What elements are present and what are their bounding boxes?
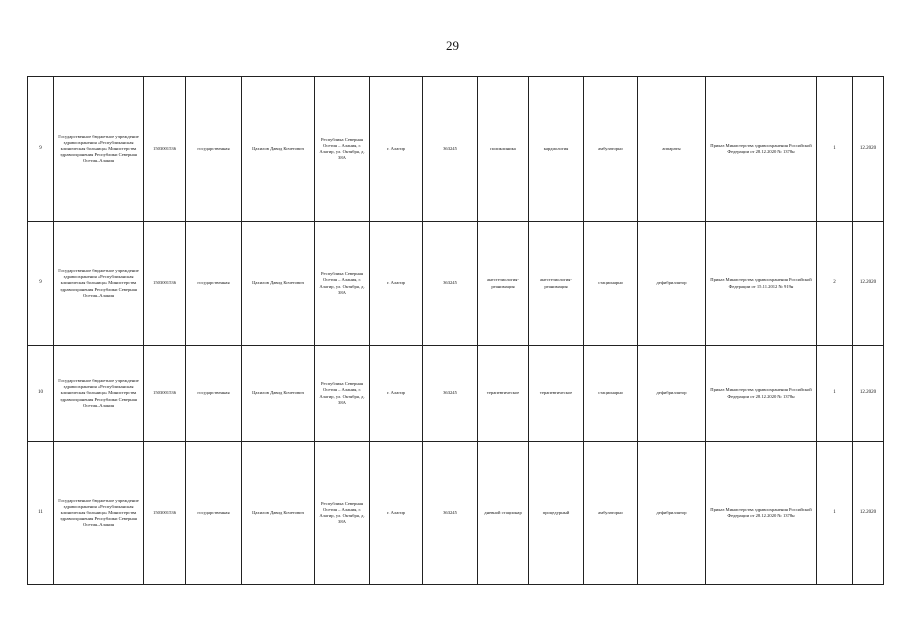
date: 12.2020	[853, 442, 884, 585]
care-mode: амбулаторно	[584, 442, 638, 585]
legal-basis: Приказ Министерства здравоохранения Российской Федерации от 28.12.2020 № 1378н	[706, 442, 817, 585]
medical-profile: кардиология	[529, 77, 584, 222]
date: 12.2020	[853, 77, 884, 222]
ownership-form: государственная	[186, 77, 242, 222]
head-name: Цахилов Давид Кочетович	[242, 222, 315, 346]
city: г. Алагир	[370, 346, 423, 442]
unit-type: поликлиника	[478, 77, 529, 222]
postal-code: 363245	[423, 222, 478, 346]
equipment: дефибриллятор	[638, 346, 706, 442]
address: Республика Северная Осетия – Алания, г. Алагир, ул. Октября, д. 38А	[315, 442, 370, 585]
org-code: 1503001536	[144, 77, 186, 222]
table-row	[28, 442, 884, 585]
quantity: 1	[817, 442, 853, 585]
equipment: аппараты	[638, 77, 706, 222]
head-name: Цахилов Давид Кочетович	[242, 77, 315, 222]
page-number: 29	[446, 38, 459, 53]
organization-name: Государственное бюджетное учреждение здравоохранения «Республиканская клиническая больница» Министерства здравоохранения Республики Северная Осетия–Алания	[54, 346, 144, 442]
head-name: Цахилов Давид Кочетович	[242, 346, 315, 442]
table-row	[28, 77, 884, 222]
postal-code: 363245	[423, 442, 478, 585]
unit-type: терапевтическое	[478, 346, 529, 442]
org-code: 1503001536	[144, 222, 186, 346]
city: г. Алагир	[370, 222, 423, 346]
table-row	[28, 222, 884, 346]
address: Республика Северная Осетия – Алания, г. Алагир, ул. Октября, д. 38А	[315, 346, 370, 442]
ownership-form: государственная	[186, 222, 242, 346]
organization-name: Государственное бюджетное учреждение здравоохранения «Республиканская клиническая больница» Министерства здравоохранения Республики Северная Осетия–Алания	[54, 442, 144, 585]
postal-code: 363245	[423, 346, 478, 442]
equipment: дефибриллятор	[638, 442, 706, 585]
organization-name: Государственное бюджетное учреждение здравоохранения «Республиканская клиническая больница» Министерства здравоохранения Республики Северная Осетия–Алания	[54, 222, 144, 346]
equipment: дефибриллятор	[638, 222, 706, 346]
city: г. Алагир	[370, 442, 423, 585]
care-mode: стационарно	[584, 222, 638, 346]
address: Республика Северная Осетия – Алания, г. Алагир, ул. Октября, д. 38А	[315, 77, 370, 222]
care-mode: стационарно	[584, 346, 638, 442]
table-row	[28, 346, 884, 442]
org-code: 1503001536	[144, 346, 186, 442]
ownership-form: государственная	[186, 442, 242, 585]
address: Республика Северная Осетия – Алания, г. Алагир, ул. Октября, д. 38А	[315, 222, 370, 346]
registry-table	[27, 76, 884, 585]
org-code: 1503001536	[144, 442, 186, 585]
quantity: 1	[817, 77, 853, 222]
head-name: Цахилов Давид Кочетович	[242, 442, 315, 585]
date: 12.2020	[853, 346, 884, 442]
quantity: 1	[817, 346, 853, 442]
row-index: 9	[28, 77, 54, 222]
row-index: 11	[28, 442, 54, 585]
medical-profile: анестезиология-реанимация	[529, 222, 584, 346]
date: 12.2020	[853, 222, 884, 346]
city: г. Алагир	[370, 77, 423, 222]
medical-profile: терапевтическое	[529, 346, 584, 442]
postal-code: 363245	[423, 77, 478, 222]
ownership-form: государственная	[186, 346, 242, 442]
medical-profile: процедурный	[529, 442, 584, 585]
quantity: 2	[817, 222, 853, 346]
row-index: 10	[28, 346, 54, 442]
legal-basis: Приказ Министерства здравоохранения Российской Федерации от 28.12.2020 № 1378н	[706, 77, 817, 222]
legal-basis: Приказ Министерства здравоохранения Российской Федерации от 28.12.2020 № 1378н	[706, 346, 817, 442]
unit-type: анестезиология-реанимация	[478, 222, 529, 346]
organization-name: Государственное бюджетное учреждение здравоохранения «Республиканская клиническая больница» Министерства здравоохранения Республики Северная Осетия–Алания	[54, 77, 144, 222]
row-index: 9	[28, 222, 54, 346]
care-mode: амбулаторно	[584, 77, 638, 222]
unit-type: дневной стационар	[478, 442, 529, 585]
legal-basis: Приказ Министерства здравоохранения Российской Федерации от 15.11.2012 № 919н	[706, 222, 817, 346]
